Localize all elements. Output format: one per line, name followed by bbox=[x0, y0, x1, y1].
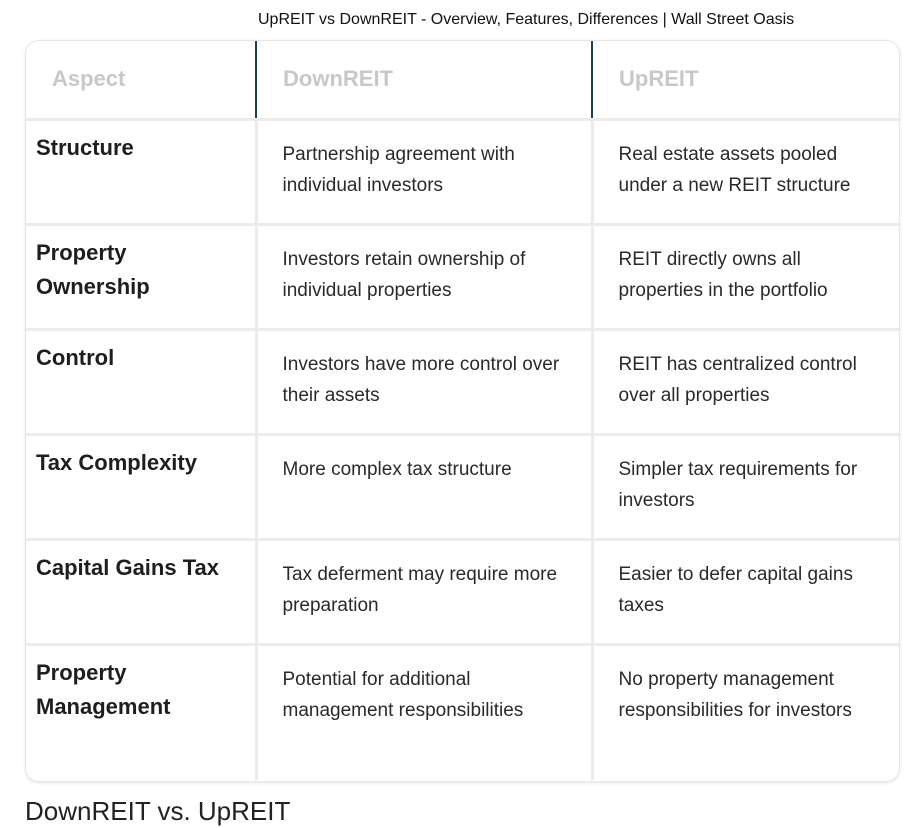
header-aspect: Aspect bbox=[26, 41, 256, 119]
header-upreit: UpREIT bbox=[592, 41, 899, 119]
table-row bbox=[26, 434, 899, 539]
aspect-cell: Property Management bbox=[26, 644, 256, 780]
table-row bbox=[26, 329, 899, 434]
comparison-table-card bbox=[25, 40, 900, 782]
aspect-cell: Control bbox=[26, 329, 256, 434]
downreit-cell: Investors retain ownership of individual properties bbox=[256, 224, 592, 329]
aspect-cell: Capital Gains Tax bbox=[26, 539, 256, 644]
aspect-cell: Tax Complexity bbox=[26, 434, 256, 539]
upreit-cell: Simpler tax requirements for investors bbox=[592, 434, 899, 539]
downreit-cell: Tax deferment may require more preparation bbox=[256, 539, 592, 644]
upreit-cell: REIT directly owns all properties in the portfolio bbox=[592, 224, 899, 329]
table-row bbox=[26, 224, 899, 329]
source-title[interactable]: UpREIT vs DownREIT - Overview, Features, Differences | Wall Street Oasis bbox=[258, 11, 795, 28]
aspect-cell: Structure bbox=[26, 119, 256, 224]
comparison-table bbox=[26, 41, 899, 780]
downreit-cell: Investors have more control over their assets bbox=[256, 329, 592, 434]
upreit-cell: REIT has centralized control over all properties bbox=[592, 329, 899, 434]
downreit-cell: More complex tax structure bbox=[256, 434, 592, 539]
downreit-cell: Partnership agreement with individual investors bbox=[256, 119, 592, 224]
table-row bbox=[26, 644, 899, 780]
upreit-cell: No property management responsibilities for investors bbox=[592, 644, 899, 780]
aspect-cell: Property Ownership bbox=[26, 224, 256, 329]
image-caption: DownREIT vs. UpREIT bbox=[25, 796, 291, 826]
upreit-cell: Real estate assets pooled under a new REIT structure bbox=[592, 119, 899, 224]
upreit-cell: Easier to defer capital gains taxes bbox=[592, 539, 899, 644]
header-downreit: DownREIT bbox=[256, 41, 592, 119]
table-header-row bbox=[26, 41, 899, 119]
downreit-cell: Potential for additional management responsibilities bbox=[256, 644, 592, 780]
table-row bbox=[26, 539, 899, 644]
table-row bbox=[26, 119, 899, 224]
